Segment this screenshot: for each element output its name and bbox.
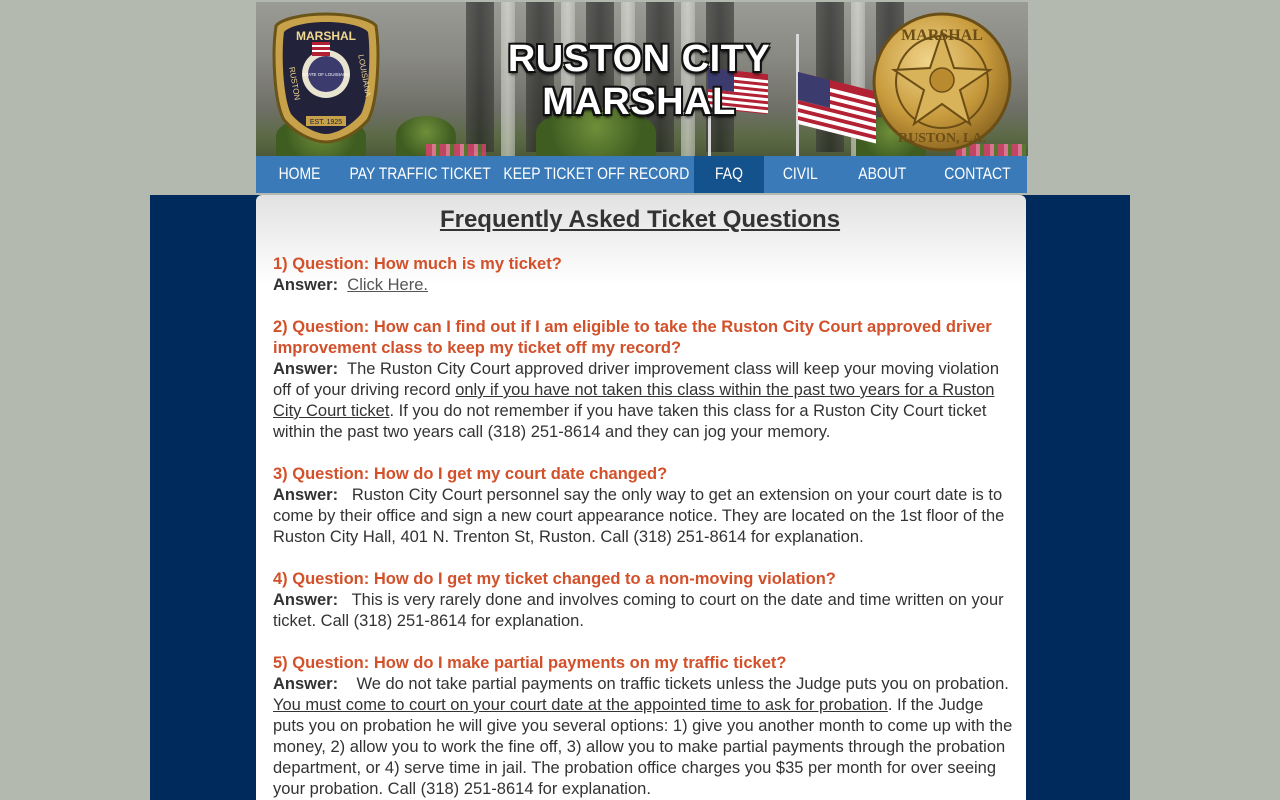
answer-emphasis: You must come to court on your court date at the appointed time to ask for probation <box>273 696 888 714</box>
faq-answer <box>273 275 1013 296</box>
faq-question: 1) Question: How much is my ticket? <box>273 255 562 273</box>
header-banner <box>256 2 1028 156</box>
answer-label: Answer: <box>273 276 339 294</box>
nav-label: FAQ <box>715 164 743 183</box>
nav-label: KEEP TICKET OFF RECORD <box>503 164 690 183</box>
faq-answer <box>273 359 1013 443</box>
faq-item <box>273 254 1013 296</box>
answer-text: . If you do not remember if you have taken this class for a Ruston City Court ticket within the past two years call (318) 251-8614 and they can jog your memory. <box>273 402 987 441</box>
answer-text: . If the Judge puts you on probation he will give you several options: 1) give you another month to come up with the money, 2) allow you to work the fine off, 3) allow you to make partial payments through the probation department, or 4) serve time in jail. The probation office charges you $35 per month for over seeing your probation. Call (318) 251-8614 for explanation. <box>273 696 1013 798</box>
answer-text: The Ruston City Court approved driver improvement class will keep your moving violation off of your driving record <box>273 360 1000 399</box>
nav-item-about[interactable] <box>837 156 927 193</box>
page-title: Frequently Asked Ticket Questions <box>439 206 841 233</box>
shield-bottom-text: EST. 1925 <box>309 119 343 126</box>
answer-label: Answer: <box>273 486 339 504</box>
nav-label: HOME <box>278 164 320 183</box>
shield-top-text: MARSHAL <box>296 29 356 43</box>
answer-emphasis: only if you have not taken this class within the past two years for a Ruston City Court ticket <box>273 381 995 420</box>
nav-item-pay-traffic-ticket[interactable] <box>342 156 499 193</box>
main-navigation <box>256 156 1027 193</box>
faq-item <box>273 464 1013 548</box>
shield-right-text: LOUISIANA <box>356 53 373 98</box>
shield-center-text: STATE OF LOUISIANA <box>302 72 350 77</box>
faq-list <box>273 254 1013 800</box>
faq-question: 5) Question: How do I make partial payments on my traffic ticket? <box>273 654 787 672</box>
nav-item-contact[interactable] <box>927 156 1027 193</box>
answer-label: Answer: <box>273 360 339 378</box>
faq-item <box>273 317 1013 443</box>
shield-left-text: RUSTON <box>287 66 302 101</box>
nav-item-home[interactable] <box>256 156 342 193</box>
faq-question: 2) Question: How can I find out if I am eligible to take the Ruston City Court approved driver improvement class to keep my ticket off my record? <box>273 318 992 357</box>
nav-item-civil[interactable] <box>764 156 837 193</box>
answer-label: Answer: <box>273 591 339 609</box>
site-title: RUSTON CITY MARSHAL <box>507 38 771 123</box>
answer-label: Answer: <box>273 675 339 693</box>
faq-item <box>273 569 1013 632</box>
nav-label: CIVIL <box>783 164 818 183</box>
answer-text: Ruston City Court personnel say the only way to get an extension on your court date is to come by their office and sign a new court appearance notice. They are located on the 1st floor of the Ruston City Hall, 401 N. Trenton St, Ruston. Call (318) 251-8614 for explanation. <box>273 486 1005 546</box>
nav-label: CONTACT <box>943 164 1011 183</box>
nav-label: ABOUT <box>857 164 907 183</box>
faq-item <box>273 653 1013 800</box>
faq-question: 4) Question: How do I get my ticket changed to a non-moving violation? <box>273 570 836 588</box>
faq-answer <box>273 590 1013 632</box>
answer-text: This is very rarely done and involves coming to court on the date and time written on your ticket. Call (318) 251-8614 for explanation. <box>273 591 1004 630</box>
nav-item-keep-ticket-off-record[interactable] <box>499 156 694 193</box>
ticket-price-link[interactable]: Click Here. <box>347 276 428 294</box>
nav-label: PAY TRAFFIC TICKET <box>349 164 492 183</box>
nav-item-faq[interactable] <box>694 156 764 193</box>
star-badge-bottom-text: RUSTON, LA. <box>897 131 987 146</box>
marshal-shield-logo <box>270 12 382 144</box>
faq-answer <box>273 674 1013 800</box>
faq-answer <box>273 485 1013 548</box>
faq-question: 3) Question: How do I get my court date changed? <box>273 465 668 483</box>
answer-text: We do not take partial payments on traffic tickets unless the Judge puts you on probation. <box>356 675 1009 693</box>
star-badge-top-text: MARSHAL <box>901 27 983 44</box>
marshal-star-badge <box>870 10 1014 154</box>
